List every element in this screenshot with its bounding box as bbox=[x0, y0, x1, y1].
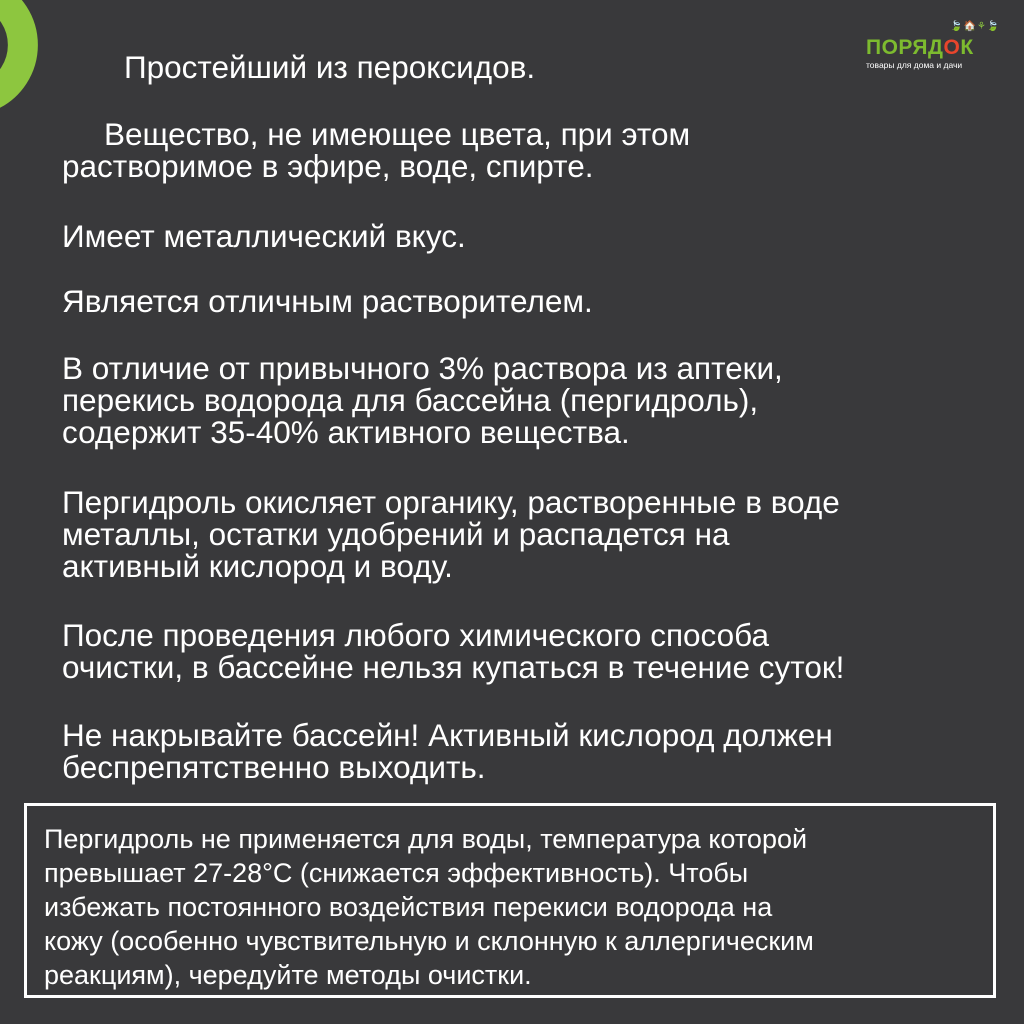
logo-wordmark-post: К bbox=[960, 36, 974, 59]
paragraph-line: Имеет металлический вкус. bbox=[62, 218, 466, 254]
paragraph-line: активный кислород и воду. bbox=[62, 548, 453, 584]
paragraph-line: В отличие от привычного 3% раствора из аптеки, bbox=[62, 350, 783, 386]
warning-note-box bbox=[24, 803, 996, 998]
logo-tagline: товары для дома и дачи bbox=[866, 60, 963, 70]
paragraph-4 bbox=[62, 285, 593, 317]
paragraph-line: металлы, остатки удобрений и распадется на bbox=[62, 516, 730, 552]
paragraph-line: перекись водорода для бассейна (пергидроль), bbox=[62, 382, 759, 418]
paragraph-line: Является отличным растворителем. bbox=[62, 283, 593, 319]
warning-note-text bbox=[44, 822, 814, 992]
paragraph-line: содержит 35-40% активного вещества. bbox=[62, 414, 630, 450]
paragraph-5 bbox=[62, 352, 783, 448]
note-line: превышает 27-28°С (снижается эффективность). Чтобы bbox=[44, 858, 749, 888]
brand-logo bbox=[862, 22, 1006, 74]
note-line: Пергидроль не применяется для воды, температура которой bbox=[44, 824, 808, 854]
paragraph-1 bbox=[124, 51, 535, 83]
paragraph-7 bbox=[62, 619, 844, 683]
paragraph-line: очистки, в бассейне нельзя купаться в течение суток! bbox=[62, 649, 845, 685]
paragraph-line: Не накрывайте бассейн! Активный кислород должен bbox=[62, 717, 833, 753]
logo-wordmark bbox=[866, 36, 974, 60]
paragraph-line: Пергидроль окисляет органику, растворенные в воде bbox=[62, 484, 840, 520]
paragraph-line: беспрепятственно выходить. bbox=[62, 749, 486, 785]
paragraph-line: растворимое в эфире, воде, спирте. bbox=[62, 148, 594, 184]
paragraph-line: Вещество, не имеющее цвета, при этом bbox=[104, 116, 691, 152]
paragraph-2 bbox=[62, 118, 690, 182]
note-line: избежать постоянного воздействия перекиси водорода на bbox=[44, 892, 773, 922]
logo-icons: 🍃🏠⚘🍃 bbox=[950, 21, 1001, 32]
decorative-green-arc bbox=[0, 0, 90, 110]
paragraph-line: Простейший из пероксидов. bbox=[124, 49, 536, 85]
note-line: реакциям), чередуйте методы очистки. bbox=[44, 960, 532, 990]
paragraph-line: После проведения любого химического способа bbox=[62, 617, 769, 653]
note-line: кожу (особенно чувствительную и склонную к аллергическим bbox=[44, 926, 814, 956]
logo-wordmark-accent: О bbox=[943, 36, 961, 59]
paragraph-3 bbox=[62, 220, 466, 252]
logo-wordmark-pre: ПОРЯД bbox=[866, 36, 944, 59]
paragraph-8 bbox=[62, 719, 833, 783]
paragraph-6 bbox=[62, 486, 840, 582]
